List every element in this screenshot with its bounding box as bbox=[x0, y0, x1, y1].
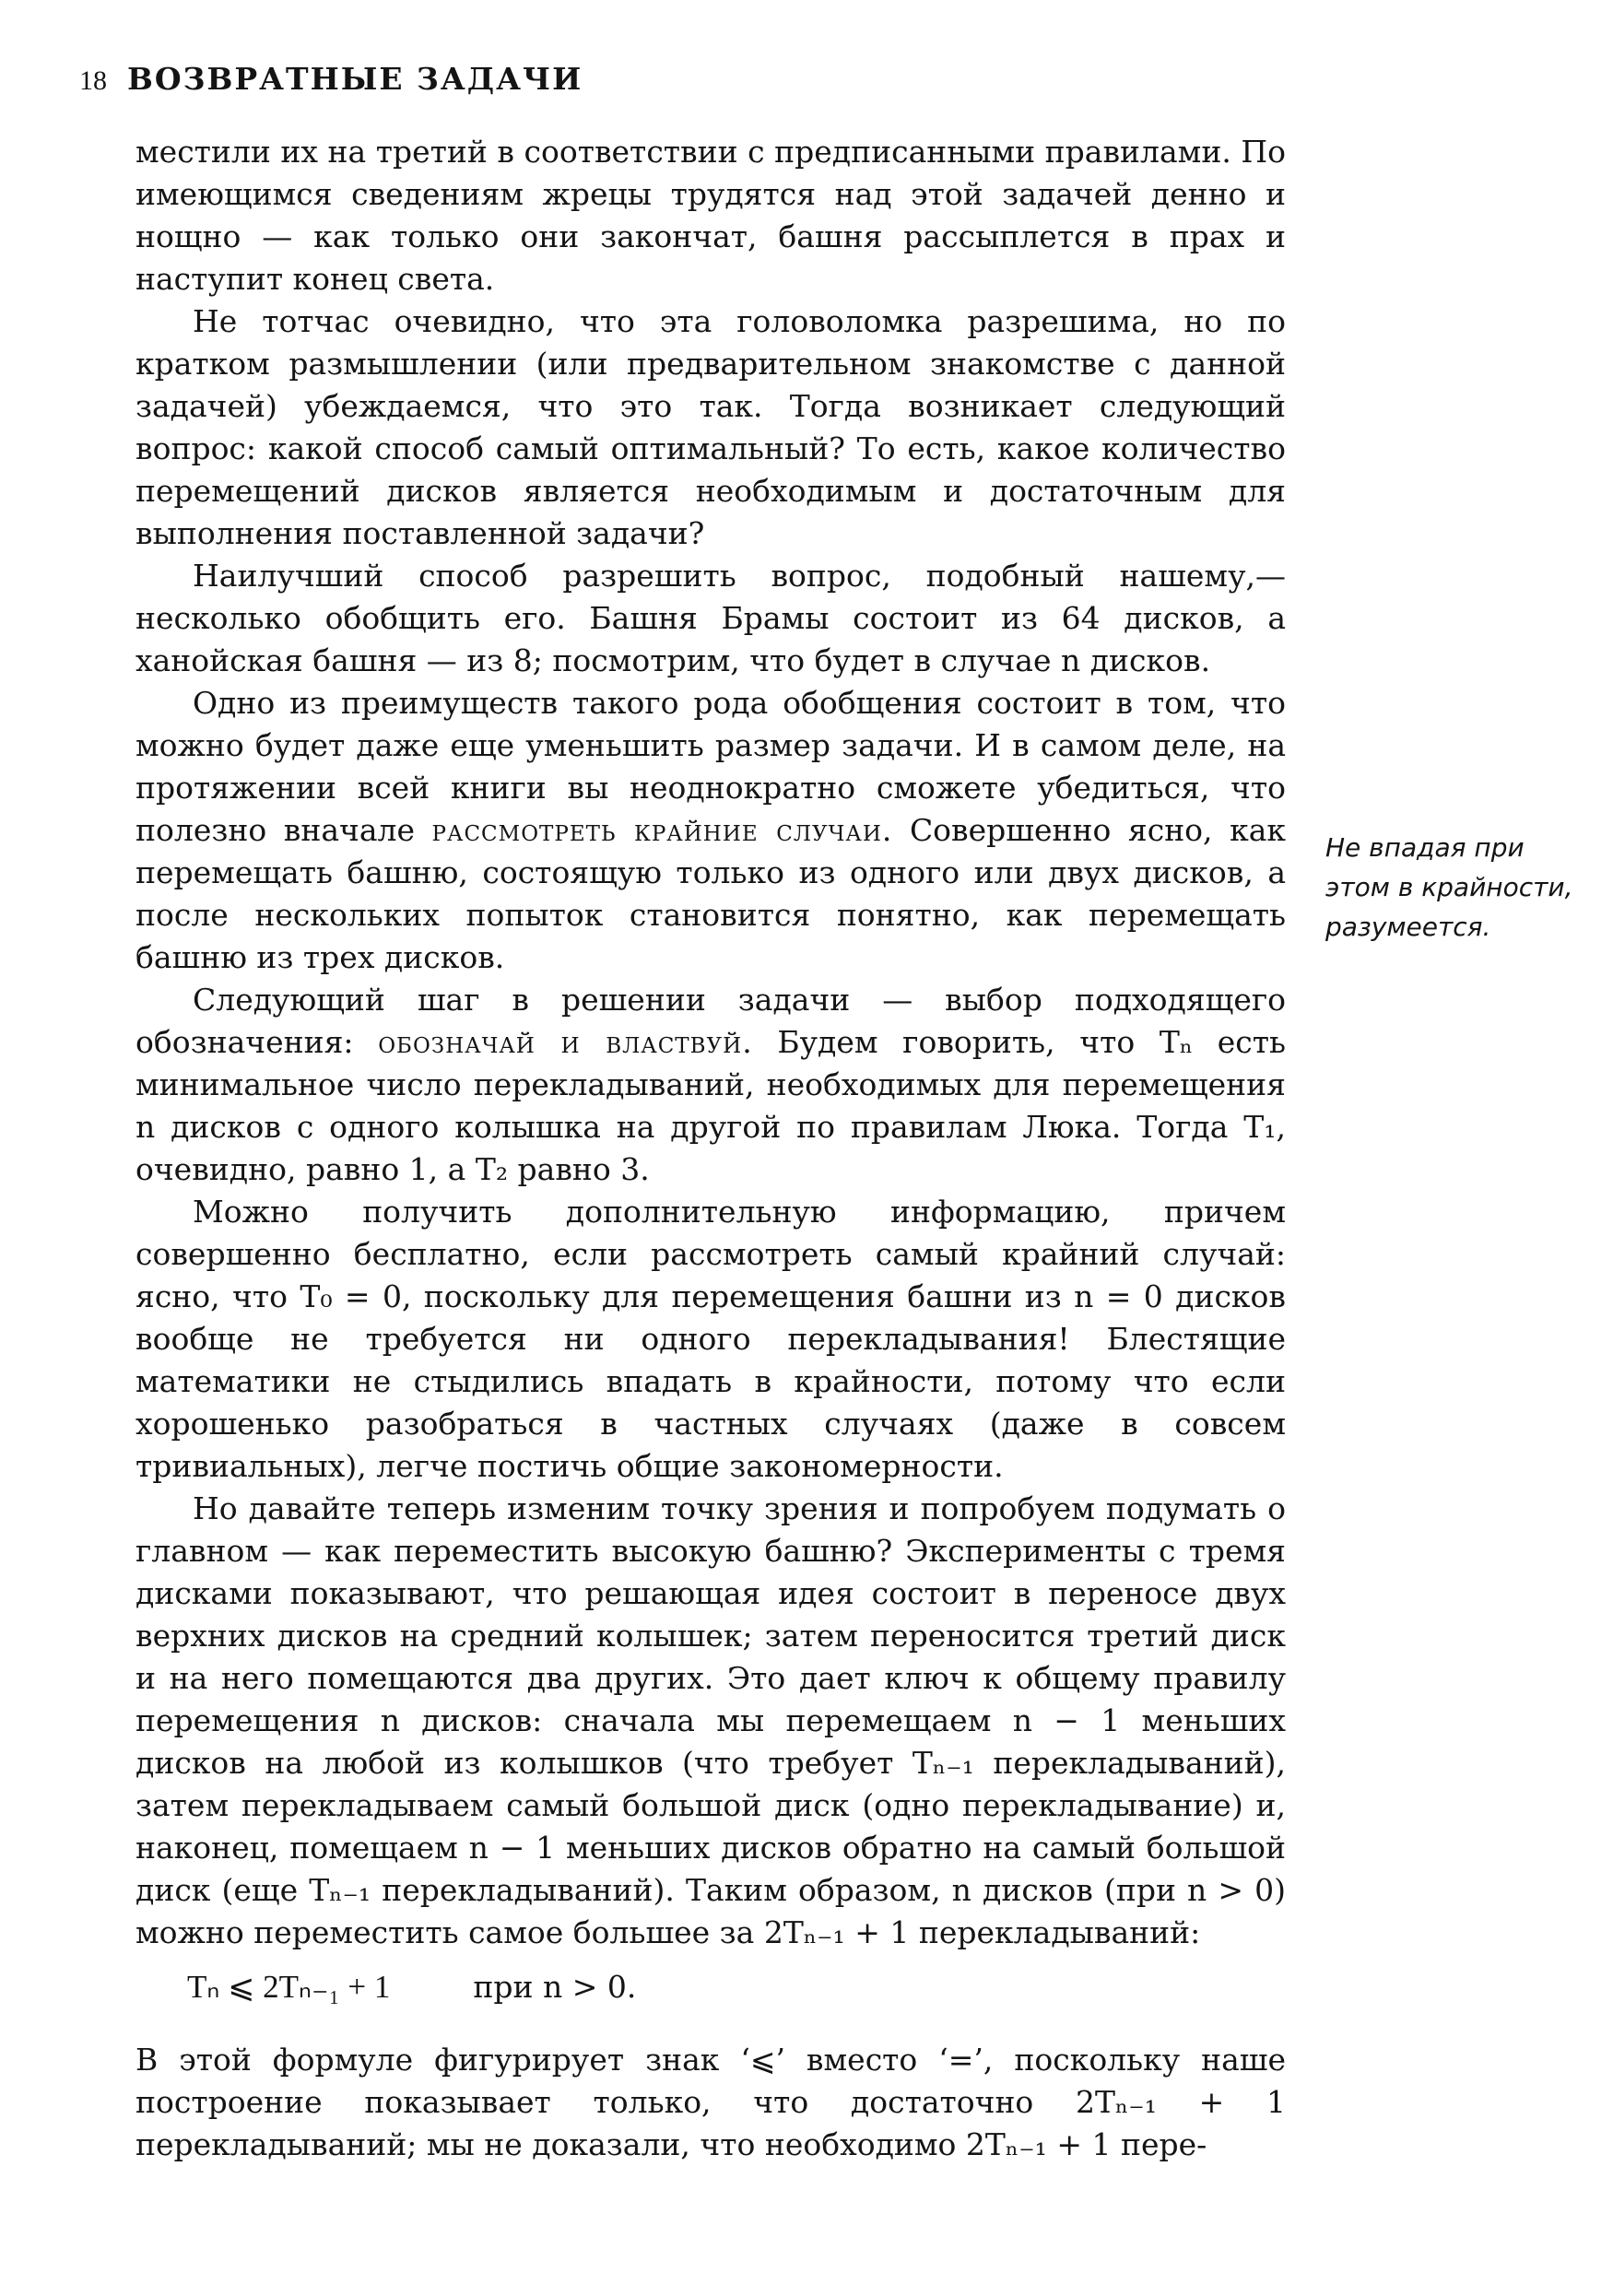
paragraph-2: Не тотчас очевидно, что эта головоломка разрешима, но по кратком размышлении (или предварительном знакомстве с данной задачей) убеждаемся, что это так. Тогда возникает следующий вопрос: какой способ самый оптимальный? То есть, какое количество перемещений дисков является необходимым и достаточным для выполнения поставленной задачи? bbox=[135, 303, 1286, 551]
paragraph-7: Но давайте теперь изменим точку зрения и попробуем подумать о главном — как переместить высокую башню? Эксперименты с тремя дисками показывают, что решающая идея состоит в переносе двух верхних дисков на средний колышек; затем переносится третий диск и на него помещаются два других. Это дает ключ к общему правилу перемещения n дисков: сначала мы перемещаем n − 1 меньших дисков на любой из колышков (что требует Tₙ₋₁ перекладываний), затем перекладываем самый большой диск (одно перекладывание) и, наконец, помещаем n − 1 меньших дисков обратно на самый большой диск (еще Tₙ₋₁ перекладываний). Таким образом, n дисков (при n > 0) можно переместить самое большее за 2Tₙ₋₁ + 1 перекладываний: bbox=[135, 1490, 1286, 1950]
paragraph-8: В этой формуле фигурирует знак ‘⩽’ вместо ‘=’, поскольку наше построение показывает только, что достаточно 2Tₙ₋₁ + 1 перекладываний; мы не доказали, что необходимо 2Tₙ₋₁ + 1 пере- bbox=[135, 2042, 1286, 2162]
page-header bbox=[79, 61, 583, 97]
formula-expression: Tₙ ⩽ 2Tₙ₋₁ + 1 bbox=[187, 1969, 391, 2005]
paragraph-6: Можно получить дополнительную информацию, причем совершенно бесплатно, если рассмотреть самый крайний случай: ясно, что T₀ = 0, поскольку для перемещения башни из n = 0 дисков вообще не требуется ни одного перекладывания! Блестящие математики не стыдились впадать в крайности, потому что если хорошенько разобраться в частных случаях (даже в совсем тривиальных), легче постичь общие закономерности. bbox=[135, 1194, 1286, 1484]
paragraph-1: местили их на третий в соответствии с предписанными правилами. По имеющимся сведениям жрецы трудятся над этой задачей денно и нощно — как только они закончат, башня рассыплется в прах и наступит конец света. bbox=[135, 134, 1286, 297]
paragraph-5-part-a: Следующий шаг в решении задачи — выбор подходящего обозначения: bbox=[135, 982, 1286, 1060]
page-number: 18 bbox=[79, 65, 107, 96]
running-title: ВОЗВРАТНЫЕ ЗАДАЧИ bbox=[127, 61, 583, 97]
small-caps-phrase-notation: обозначай и властвуй. bbox=[378, 1024, 753, 1060]
margin-note-line: Не впадая при bbox=[1325, 832, 1525, 863]
margin-note bbox=[1325, 828, 1602, 947]
margin-note-line: этом в крайности, bbox=[1325, 872, 1573, 902]
body-text bbox=[135, 131, 1286, 2166]
small-caps-phrase-extreme-cases: рассмотреть крайние случаи. bbox=[431, 812, 893, 848]
paragraph-4-part-b: Совершенно ясно, как перемещать башню, состоящую только из одного или двух дисков, а после нескольких попыток становится понятно, как перемещать башню из трех дисков. bbox=[135, 812, 1287, 975]
paragraph-5 bbox=[135, 979, 1286, 1191]
paragraph-5-part-b: Будем говорить, что Tₙ есть минимальное число перекладываний, необходимых для перемещения n дисков с одного колышка на другой по правилам Люка. Тогда T₁, очевидно, равно 1, а T₂ равно 3. bbox=[135, 1024, 1286, 1187]
display-formula bbox=[187, 1960, 1286, 2015]
formula-condition: при n > 0. bbox=[473, 1969, 637, 2005]
paragraph-4-part-a: Одно из преимуществ такого рода обобщения состоит в том, что можно будет даже еще уменьшить размер задачи. И в самом деле, на протяжении всей книги вы неоднократно сможете убедиться, что полезно вначале bbox=[135, 685, 1286, 848]
margin-note-line: разумеется. bbox=[1325, 912, 1491, 942]
paragraph-4 bbox=[135, 682, 1286, 979]
paragraph-3: Наилучший способ разрешить вопрос, подобный нашему,— несколько обобщить его. Башня Брамы состоит из 64 дисков, а ханойская башня — из 8; посмотрим, что будет в случае n дисков. bbox=[135, 558, 1286, 678]
